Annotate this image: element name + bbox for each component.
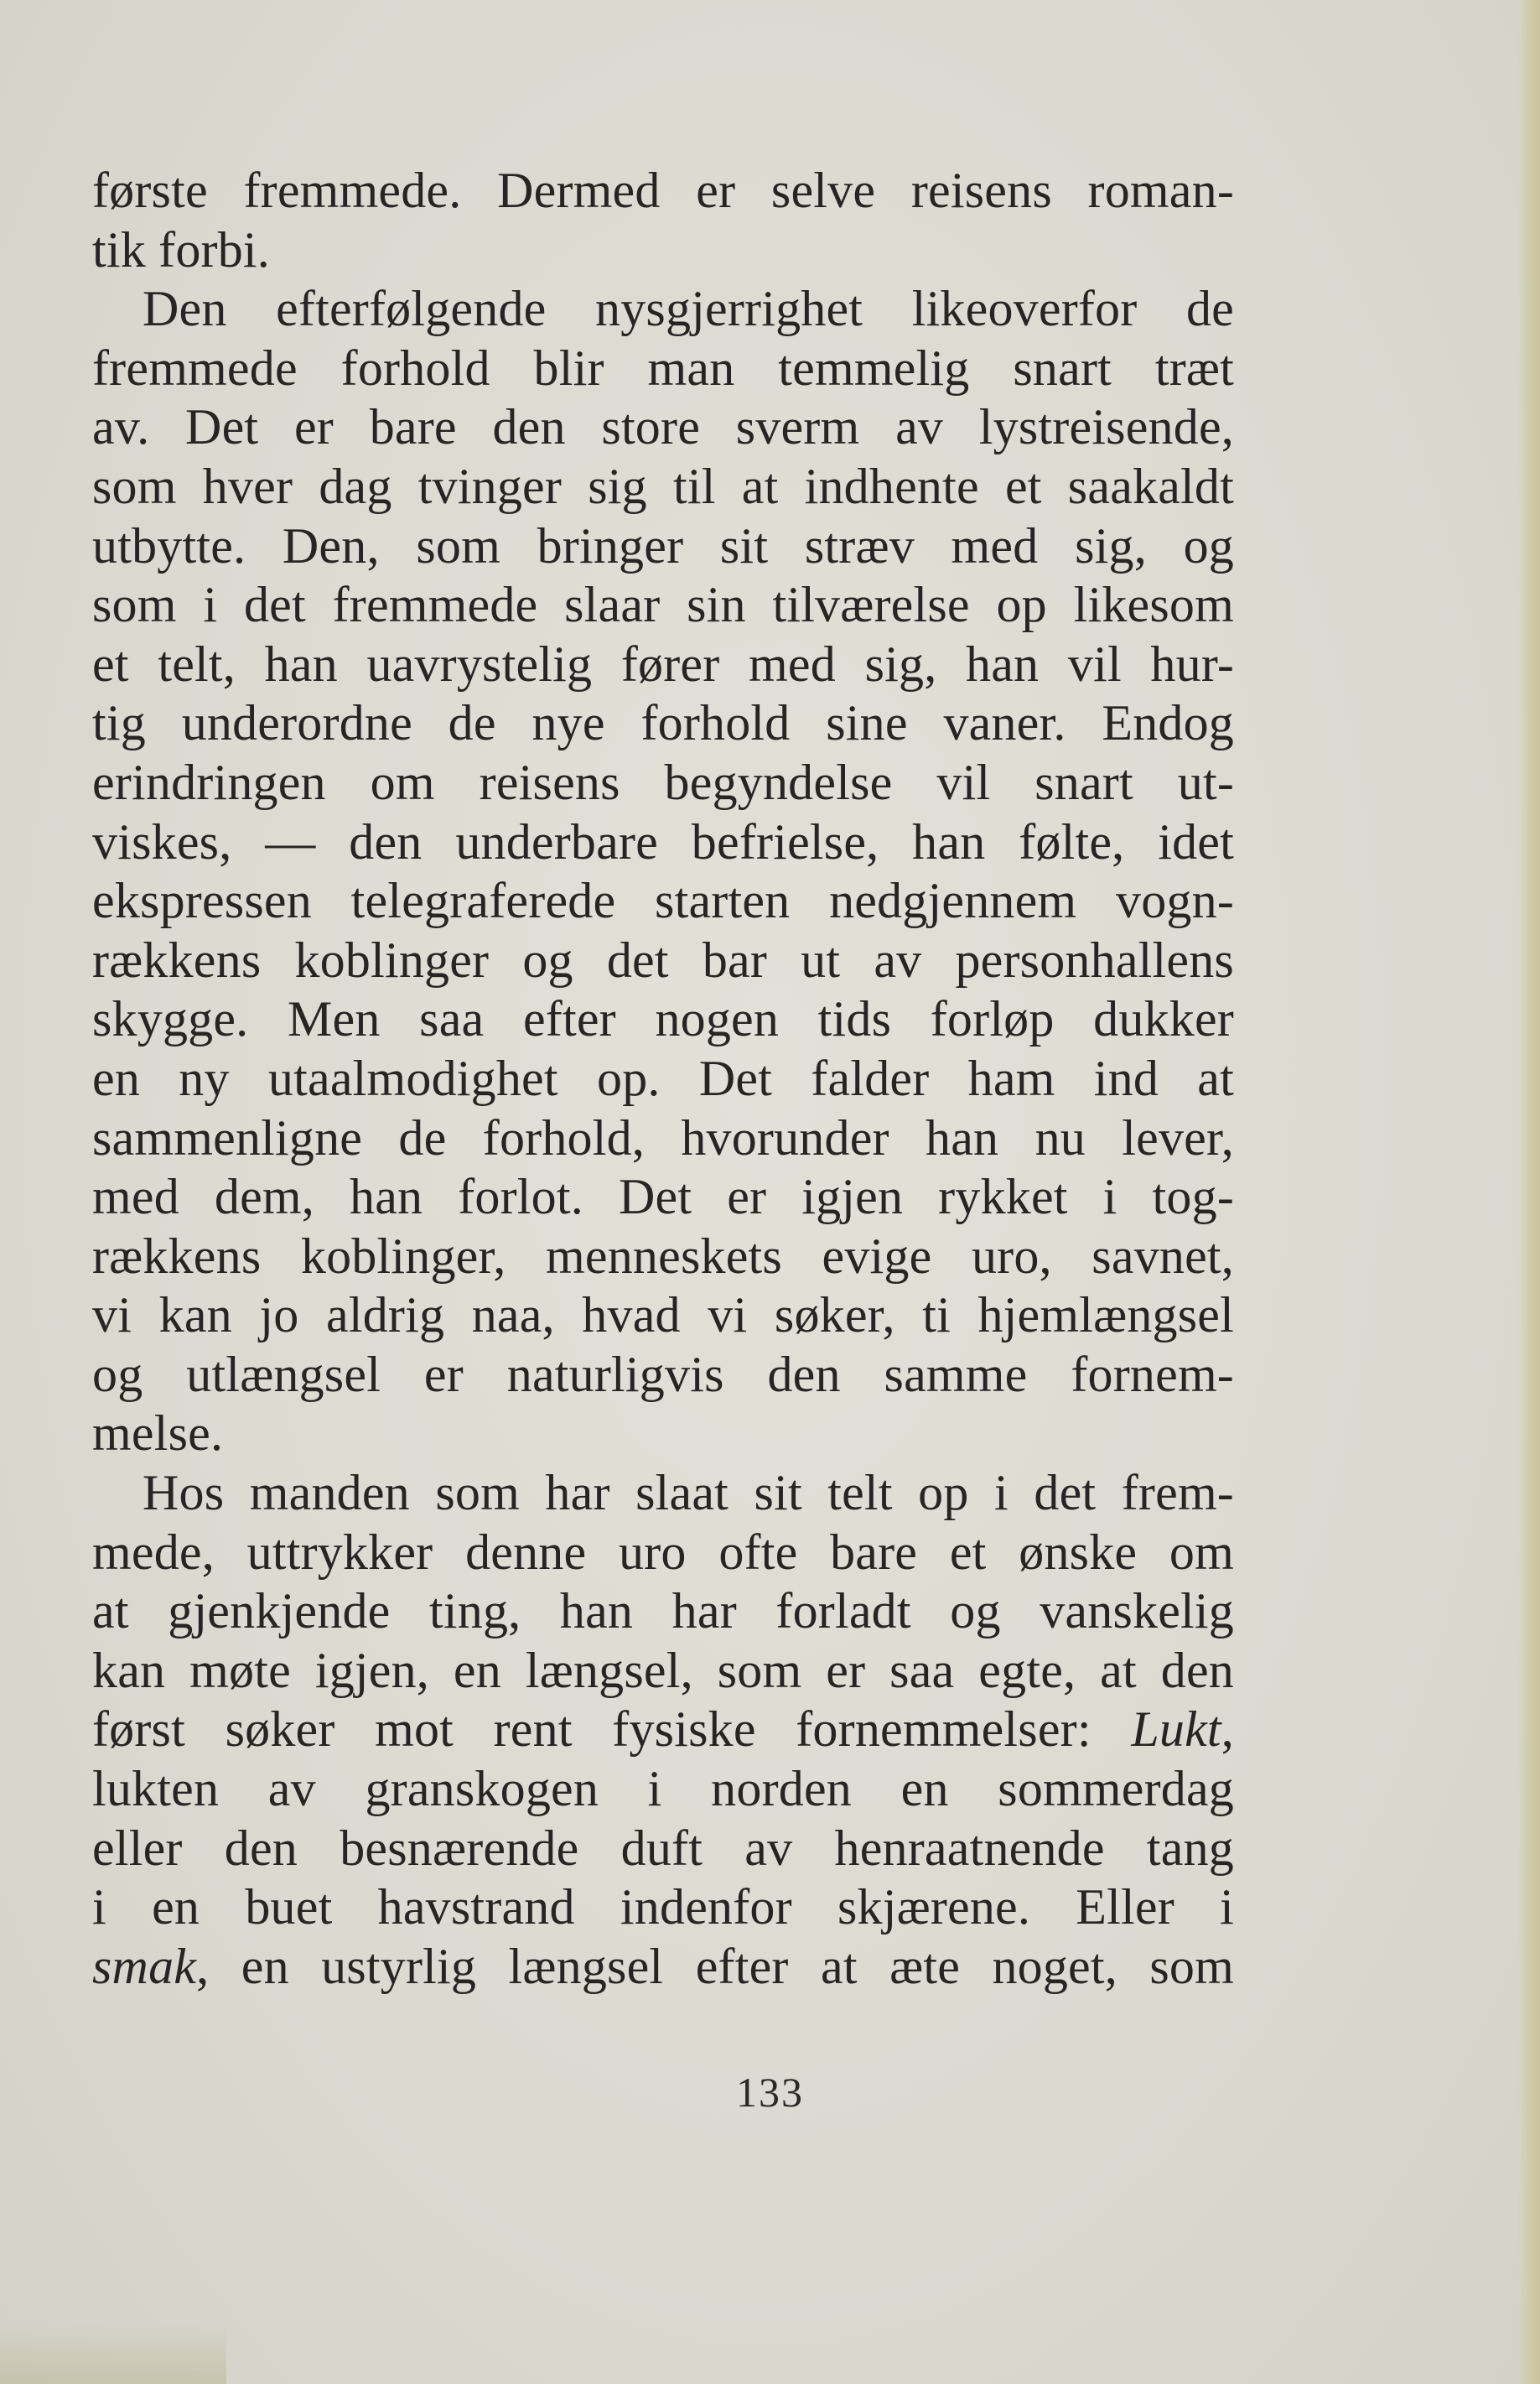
text-line: i en buet havstrand indenfor skjærene. Eller i	[92, 1879, 1234, 1935]
page-edge-shadow	[1518, 0, 1540, 2384]
text-line: ekspressen telegraferede starten nedgjennem vogn-	[92, 873, 1234, 929]
text-line: med dem, han forlot. Det er igjen rykket i tog-	[92, 1169, 1234, 1225]
text-line: først søker mot rent fysiske fornemmelser: Lukt,	[92, 1701, 1234, 1758]
text-line: erindringen om reisens begyndelse vil snart ut-	[92, 754, 1234, 810]
text-line: vi kan jo aldrig naa, hvad vi søker, ti hjemlængsel	[92, 1287, 1234, 1343]
text-line: utbytte. Den, som bringer sit stræv med sig, og	[92, 517, 1234, 574]
text-line: fremmede forhold blir man temmelig snart træt	[92, 340, 1234, 396]
text-line: viskes, — den underbare befrielse, han følte, idet	[92, 813, 1234, 870]
text-line: lukten av granskogen i norden en sommerdag	[92, 1761, 1234, 1817]
text-line: sammenligne de forhold, hvorunder han nu lever,	[92, 1109, 1234, 1166]
text-line: at gjenkjende ting, han har forladt og vanskelig	[92, 1583, 1234, 1639]
text-line: smak, en ustyrlig længsel efter at æte noget, som	[92, 1938, 1234, 1994]
text-line: som i det fremmede slaar sin tilværelse op likesom	[92, 577, 1234, 633]
text-line: melse.	[92, 1405, 224, 1462]
paragraph	[92, 1463, 1234, 1996]
text-line: en ny utaalmodighet op. Det falder ham ind at	[92, 1050, 1234, 1106]
body-text	[92, 161, 1234, 1996]
paragraph	[92, 279, 1234, 1463]
emphasized-word: Lukt	[1131, 1701, 1221, 1758]
text-line: rækkens koblinger, menneskets evige uro, savnet,	[92, 1228, 1234, 1284]
page-corner-stain	[0, 2325, 226, 2384]
text-line: og utlængsel er naturligvis den samme fornem-	[92, 1346, 1234, 1402]
text-line: første fremmede. Dermed er selve reisens roman-	[92, 163, 1234, 218]
text-line: rækkens koblinger og det bar ut av personhallens	[92, 932, 1234, 988]
text-line: Den efterfølgende nysgjerrighet likeoverfor de	[143, 281, 1234, 337]
text-line: et telt, han uavrystelig fører med sig, han vil hur-	[92, 636, 1234, 692]
text-line: tig underordne de nye forhold sine vaner. Endog	[92, 695, 1234, 751]
text-line: som hver dag tvinger sig til at indhente et saakaldt	[92, 458, 1234, 514]
text-line: av. Det er bare den store sverm av lystreisende,	[92, 399, 1234, 455]
text-line: tik forbi.	[92, 221, 270, 278]
paragraph	[92, 161, 1234, 279]
text-line: mede, uttrykker denne uro ofte bare et ønske om	[92, 1524, 1234, 1580]
text-line: kan møte igjen, en længsel, som er saa egte, at den	[92, 1642, 1234, 1698]
emphasized-word: smak	[92, 1938, 197, 1994]
text-line: Hos manden som har slaat sit telt op i det frem-	[143, 1465, 1234, 1521]
page-number: 133	[736, 2069, 804, 2116]
text-line: skygge. Men saa efter nogen tids forløp dukker	[92, 991, 1234, 1047]
text-line: eller den besnærende duft av henraatnende tang	[92, 1820, 1234, 1876]
